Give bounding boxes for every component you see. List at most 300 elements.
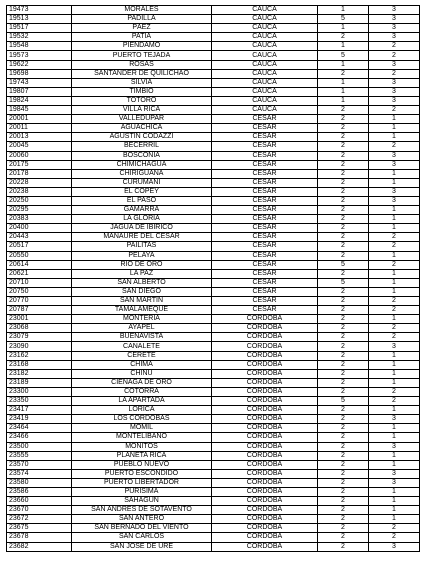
category-value-cell: 2 [318, 442, 369, 451]
municipality-name-cell: ROSAS [72, 60, 212, 69]
municipality-name-cell: LA PAZ [72, 269, 212, 278]
municipality-code-cell: 20250 [7, 196, 72, 205]
department-cell: CESAR [212, 124, 318, 133]
municipality-name-cell: MOMIL [72, 424, 212, 433]
rank-value-cell: 2 [369, 306, 420, 315]
municipality-name-cell: SAN CARLOS [72, 533, 212, 542]
municipality-name-cell: PAILITAS [72, 242, 212, 251]
department-cell: CAUCA [212, 87, 318, 96]
table-row [7, 124, 420, 133]
municipality-name-cell: VALLEDUPAR [72, 115, 212, 124]
rank-value-cell: 1 [369, 251, 420, 260]
table-row [7, 478, 420, 487]
rank-value-cell: 2 [369, 142, 420, 151]
municipality-code-cell: 23682 [7, 542, 72, 551]
municipality-code-cell: 23500 [7, 442, 72, 451]
table-row [7, 160, 420, 169]
rank-value-cell: 1 [369, 115, 420, 124]
category-value-cell: 2 [318, 342, 369, 351]
category-value-cell: 2 [318, 133, 369, 142]
category-value-cell: 2 [318, 297, 369, 306]
municipality-name-cell: LOS CÓRDOBAS [72, 415, 212, 424]
municipality-code-cell: 23586 [7, 487, 72, 496]
rank-value-cell: 3 [369, 96, 420, 105]
municipality-code-cell: 20621 [7, 269, 72, 278]
department-cell: CESAR [212, 215, 318, 224]
municipality-name-cell: PUERTO LIBERTADOR [72, 478, 212, 487]
category-value-cell: 2 [318, 160, 369, 169]
municipality-code-cell: 19548 [7, 42, 72, 51]
category-value-cell: 2 [318, 415, 369, 424]
municipality-code-cell: 20517 [7, 242, 72, 251]
department-cell: CESAR [212, 233, 318, 242]
municipality-code-cell: 20770 [7, 297, 72, 306]
rank-value-cell: 2 [369, 106, 420, 115]
table-row [7, 315, 420, 324]
department-cell: CESAR [212, 142, 318, 151]
municipality-name-cell: BOSCONIA [72, 151, 212, 160]
table-row [7, 369, 420, 378]
category-value-cell: 5 [318, 278, 369, 287]
table-row [7, 351, 420, 360]
rank-value-cell: 3 [369, 442, 420, 451]
category-value-cell: 2 [318, 269, 369, 278]
municipality-name-cell: SAN MARTÍN [72, 297, 212, 306]
category-value-cell: 2 [318, 487, 369, 496]
department-cell: CESAR [212, 187, 318, 196]
department-cell: CÓRDOBA [212, 351, 318, 360]
municipality-code-cell: 23670 [7, 506, 72, 515]
category-value-cell: 2 [318, 333, 369, 342]
rank-value-cell: 2 [369, 260, 420, 269]
table-row [7, 224, 420, 233]
category-value-cell: 2 [318, 215, 369, 224]
table-row [7, 142, 420, 151]
rank-value-cell: 2 [369, 297, 420, 306]
municipality-name-cell: AYAPEL [72, 324, 212, 333]
rank-value-cell: 2 [369, 397, 420, 406]
category-value-cell: 2 [318, 378, 369, 387]
rank-value-cell: 1 [369, 269, 420, 278]
table-row [7, 297, 420, 306]
municipality-table [6, 5, 420, 552]
department-cell: CESAR [212, 160, 318, 169]
department-cell: CÓRDOBA [212, 342, 318, 351]
municipality-code-cell: 19517 [7, 24, 72, 33]
municipality-name-cell: EL PASO [72, 196, 212, 205]
rank-value-cell: 1 [369, 460, 420, 469]
municipality-name-cell: BUENAVISTA [72, 333, 212, 342]
department-cell: CAUCA [212, 33, 318, 42]
category-value-cell: 5 [318, 51, 369, 60]
table-row [7, 60, 420, 69]
municipality-name-cell: SAHAGÚN [72, 497, 212, 506]
rank-value-cell: 1 [369, 215, 420, 224]
municipality-code-cell: 23168 [7, 360, 72, 369]
rank-value-cell: 1 [369, 178, 420, 187]
rank-value-cell: 2 [369, 51, 420, 60]
municipality-code-cell: 20175 [7, 160, 72, 169]
table-row [7, 433, 420, 442]
department-cell: CÓRDOBA [212, 415, 318, 424]
department-cell: CÓRDOBA [212, 369, 318, 378]
municipality-name-cell: SAN ALBERTO [72, 278, 212, 287]
rank-value-cell: 3 [369, 60, 420, 69]
rank-value-cell: 3 [369, 415, 420, 424]
table-row [7, 24, 420, 33]
municipality-name-cell: SAN ANTERO [72, 515, 212, 524]
municipality-code-cell: 23182 [7, 369, 72, 378]
department-cell: CESAR [212, 178, 318, 187]
municipality-name-cell: PURÍSIMA [72, 487, 212, 496]
category-value-cell: 5 [318, 397, 369, 406]
rank-value-cell: 1 [369, 424, 420, 433]
department-cell: CÓRDOBA [212, 387, 318, 396]
category-value-cell: 2 [318, 142, 369, 151]
category-value-cell: 2 [318, 542, 369, 551]
department-cell: CÓRDOBA [212, 378, 318, 387]
municipality-code-cell: 23068 [7, 324, 72, 333]
municipality-name-cell: CANALETE [72, 342, 212, 351]
rank-value-cell: 3 [369, 24, 420, 33]
rank-value-cell: 1 [369, 369, 420, 378]
category-value-cell: 2 [318, 287, 369, 296]
table-row [7, 69, 420, 78]
municipality-name-cell: MONTELÍBANO [72, 433, 212, 442]
category-value-cell: 2 [318, 497, 369, 506]
municipality-code-cell: 19845 [7, 106, 72, 115]
category-value-cell: 2 [318, 469, 369, 478]
rank-value-cell: 2 [369, 42, 420, 51]
municipality-code-cell: 19573 [7, 51, 72, 60]
rank-value-cell: 3 [369, 78, 420, 87]
table-row [7, 415, 420, 424]
municipality-code-cell: 23300 [7, 387, 72, 396]
municipality-code-cell: 20011 [7, 124, 72, 133]
municipality-name-cell: SAN BERNADO DEL VIENTO [72, 524, 212, 533]
rank-value-cell: 3 [369, 187, 420, 196]
municipality-code-cell: 23570 [7, 460, 72, 469]
category-value-cell: 2 [318, 224, 369, 233]
department-cell: CESAR [212, 297, 318, 306]
municipality-name-cell: PUERTO TEJADA [72, 51, 212, 60]
rank-value-cell: 2 [369, 233, 420, 242]
rank-value-cell: 1 [369, 224, 420, 233]
municipality-code-cell: 20001 [7, 115, 72, 124]
municipality-code-cell: 20383 [7, 215, 72, 224]
table-body [7, 6, 420, 552]
rank-value-cell: 3 [369, 342, 420, 351]
municipality-code-cell: 23417 [7, 406, 72, 415]
rank-value-cell: 1 [369, 351, 420, 360]
municipality-code-cell: 20045 [7, 142, 72, 151]
rank-value-cell: 3 [369, 6, 420, 15]
municipality-name-cell: MOÑITOS [72, 442, 212, 451]
category-value-cell: 2 [318, 360, 369, 369]
rank-value-cell: 2 [369, 387, 420, 396]
municipality-code-cell: 20550 [7, 251, 72, 260]
municipality-code-cell: 19622 [7, 60, 72, 69]
municipality-name-cell: PUERTO ESCONDIDO [72, 469, 212, 478]
rank-value-cell: 3 [369, 160, 420, 169]
municipality-code-cell: 23162 [7, 351, 72, 360]
municipality-name-cell: TOTORÓ [72, 96, 212, 105]
rank-value-cell: 1 [369, 169, 420, 178]
municipality-name-cell: PADILLA [72, 15, 212, 24]
table-row [7, 469, 420, 478]
table-row [7, 187, 420, 196]
municipality-name-cell: PUEBLO NUEVO [72, 460, 212, 469]
municipality-name-cell: TIMBÍO [72, 87, 212, 96]
rank-value-cell: 1 [369, 497, 420, 506]
department-cell: CAUCA [212, 96, 318, 105]
table-row [7, 515, 420, 524]
rank-value-cell: 2 [369, 533, 420, 542]
category-value-cell: 2 [318, 424, 369, 433]
category-value-cell: 2 [318, 124, 369, 133]
municipality-code-cell: 19513 [7, 15, 72, 24]
rank-value-cell: 1 [369, 278, 420, 287]
department-cell: CÓRDOBA [212, 469, 318, 478]
municipality-name-cell: PÁEZ [72, 24, 212, 33]
municipality-code-cell: 23350 [7, 397, 72, 406]
table-row [7, 542, 420, 551]
department-cell: CÓRDOBA [212, 333, 318, 342]
department-cell: CAUCA [212, 106, 318, 115]
table-row [7, 269, 420, 278]
table-row [7, 287, 420, 296]
municipality-name-cell: LA GLORIA [72, 215, 212, 224]
rank-value-cell: 1 [369, 515, 420, 524]
table-row [7, 278, 420, 287]
municipality-code-cell: 19698 [7, 69, 72, 78]
municipality-name-cell: COTORRA [72, 387, 212, 396]
table-row [7, 6, 420, 15]
municipality-name-cell: TAMALAMEQUE [72, 306, 212, 315]
rank-value-cell: 3 [369, 33, 420, 42]
municipality-name-cell: GAMARRA [72, 206, 212, 215]
municipality-code-cell: 23466 [7, 433, 72, 442]
rank-value-cell: 2 [369, 524, 420, 533]
category-value-cell: 1 [318, 78, 369, 87]
table-row [7, 506, 420, 515]
municipality-name-cell: SAN JOSÉ DE URE [72, 542, 212, 551]
department-cell: CESAR [212, 206, 318, 215]
department-cell: CESAR [212, 260, 318, 269]
municipality-name-cell: AGUACHICA [72, 124, 212, 133]
category-value-cell: 2 [318, 451, 369, 460]
table-row [7, 497, 420, 506]
table-row [7, 424, 420, 433]
rank-value-cell: 1 [369, 315, 420, 324]
table-row [7, 51, 420, 60]
category-value-cell: 2 [318, 478, 369, 487]
rank-value-cell: 1 [369, 287, 420, 296]
category-value-cell: 2 [318, 387, 369, 396]
category-value-cell: 1 [318, 6, 369, 15]
municipality-name-cell: CURUMANÍ [72, 178, 212, 187]
department-cell: CESAR [212, 287, 318, 296]
table-row [7, 96, 420, 105]
category-value-cell: 2 [318, 196, 369, 205]
department-cell: CÓRDOBA [212, 506, 318, 515]
table-row [7, 378, 420, 387]
department-cell: CESAR [212, 115, 318, 124]
table-row [7, 178, 420, 187]
table-row [7, 260, 420, 269]
department-cell: CAUCA [212, 42, 318, 51]
municipality-name-cell: PELAYA [72, 251, 212, 260]
table-row [7, 333, 420, 342]
category-value-cell: 2 [318, 524, 369, 533]
rank-value-cell: 1 [369, 124, 420, 133]
department-cell: CAUCA [212, 6, 318, 15]
department-cell: CAUCA [212, 51, 318, 60]
municipality-name-cell: CHIMÁ [72, 360, 212, 369]
department-cell: CAUCA [212, 24, 318, 33]
department-cell: CÓRDOBA [212, 360, 318, 369]
municipality-name-cell: CERETÉ [72, 351, 212, 360]
municipality-name-cell: VILLA RICA [72, 106, 212, 115]
table-row [7, 115, 420, 124]
category-value-cell: 1 [318, 42, 369, 51]
category-value-cell: 2 [318, 187, 369, 196]
table-row [7, 342, 420, 351]
department-cell: CAUCA [212, 60, 318, 69]
category-value-cell: 2 [318, 315, 369, 324]
municipality-name-cell: SAN DIEGO [72, 287, 212, 296]
category-value-cell: 2 [318, 433, 369, 442]
municipality-name-cell: CHIMICHAGUA [72, 160, 212, 169]
municipality-name-cell: AGUSTÍN CODAZZI [72, 133, 212, 142]
category-value-cell: 2 [318, 515, 369, 524]
category-value-cell: 2 [318, 69, 369, 78]
department-cell: CESAR [212, 133, 318, 142]
municipality-name-cell: MANAURE DEL CESAR [72, 233, 212, 242]
department-cell: CESAR [212, 151, 318, 160]
rank-value-cell: 3 [369, 469, 420, 478]
table-row [7, 15, 420, 24]
municipality-code-cell: 20443 [7, 233, 72, 242]
municipality-code-cell: 20228 [7, 178, 72, 187]
municipality-name-cell: MORALES [72, 6, 212, 15]
department-cell: CÓRDOBA [212, 515, 318, 524]
category-value-cell: 1 [318, 60, 369, 69]
table-row [7, 196, 420, 205]
department-cell: CÓRDOBA [212, 451, 318, 460]
department-cell: CÓRDOBA [212, 497, 318, 506]
municipality-name-cell: PIENDAMÓ [72, 42, 212, 51]
municipality-code-cell: 23678 [7, 533, 72, 542]
rank-value-cell: 3 [369, 151, 420, 160]
municipality-code-cell: 23090 [7, 342, 72, 351]
rank-value-cell: 3 [369, 196, 420, 205]
table-row [7, 324, 420, 333]
department-cell: CÓRDOBA [212, 324, 318, 333]
municipality-code-cell: 23580 [7, 478, 72, 487]
rank-value-cell: 2 [369, 324, 420, 333]
rank-value-cell: 3 [369, 478, 420, 487]
table-row [7, 387, 420, 396]
department-cell: CESAR [212, 251, 318, 260]
department-cell: CESAR [212, 306, 318, 315]
category-value-cell: 2 [318, 351, 369, 360]
municipality-name-cell: SAN ANDRÉS DE SOTAVENTO [72, 506, 212, 515]
department-cell: CESAR [212, 278, 318, 287]
department-cell: CESAR [212, 269, 318, 278]
department-cell: CESAR [212, 169, 318, 178]
department-cell: CÓRDOBA [212, 406, 318, 415]
municipality-code-cell: 20295 [7, 206, 72, 215]
table-row [7, 233, 420, 242]
category-value-cell: 5 [318, 15, 369, 24]
rank-value-cell: 3 [369, 87, 420, 96]
department-cell: CÓRDOBA [212, 478, 318, 487]
municipality-name-cell: MONTERÍA [72, 315, 212, 324]
category-value-cell: 2 [318, 460, 369, 469]
table-row [7, 451, 420, 460]
department-cell: CÓRDOBA [212, 397, 318, 406]
department-cell: CÓRDOBA [212, 433, 318, 442]
table-row [7, 360, 420, 369]
municipality-code-cell: 19743 [7, 78, 72, 87]
municipality-code-cell: 20787 [7, 306, 72, 315]
category-value-cell: 2 [318, 206, 369, 215]
municipality-code-cell: 19807 [7, 87, 72, 96]
rank-value-cell: 1 [369, 433, 420, 442]
municipality-name-cell: LA APARTADA [72, 397, 212, 406]
municipality-code-cell: 19473 [7, 6, 72, 15]
department-cell: CAUCA [212, 78, 318, 87]
municipality-code-cell: 20750 [7, 287, 72, 296]
municipality-code-cell: 20013 [7, 133, 72, 142]
table-row [7, 206, 420, 215]
municipality-code-cell: 20400 [7, 224, 72, 233]
municipality-name-cell: PATÍA [72, 33, 212, 42]
table-row [7, 460, 420, 469]
municipality-code-cell: 20614 [7, 260, 72, 269]
rank-value-cell: 2 [369, 333, 420, 342]
rank-value-cell: 3 [369, 542, 420, 551]
rank-value-cell: 3 [369, 15, 420, 24]
rank-value-cell: 2 [369, 242, 420, 251]
municipality-code-cell: 23675 [7, 524, 72, 533]
department-cell: CESAR [212, 242, 318, 251]
municipality-table-wrapper [6, 5, 420, 552]
municipality-code-cell: 20710 [7, 278, 72, 287]
municipality-code-cell: 23574 [7, 469, 72, 478]
rank-value-cell: 1 [369, 487, 420, 496]
municipality-code-cell: 19824 [7, 96, 72, 105]
department-cell: CÓRDOBA [212, 315, 318, 324]
category-value-cell: 2 [318, 406, 369, 415]
category-value-cell: 2 [318, 115, 369, 124]
category-value-cell: 1 [318, 87, 369, 96]
rank-value-cell: 1 [369, 451, 420, 460]
department-cell: CÓRDOBA [212, 533, 318, 542]
department-cell: CÓRDOBA [212, 524, 318, 533]
department-cell: CESAR [212, 196, 318, 205]
department-cell: CÓRDOBA [212, 460, 318, 469]
table-row [7, 487, 420, 496]
municipality-code-cell: 23001 [7, 315, 72, 324]
rank-value-cell: 1 [369, 406, 420, 415]
municipality-name-cell: JAGUA DE IBIRICO [72, 224, 212, 233]
category-value-cell: 2 [318, 33, 369, 42]
department-cell: CÓRDOBA [212, 542, 318, 551]
category-value-cell: 2 [318, 106, 369, 115]
table-row [7, 33, 420, 42]
